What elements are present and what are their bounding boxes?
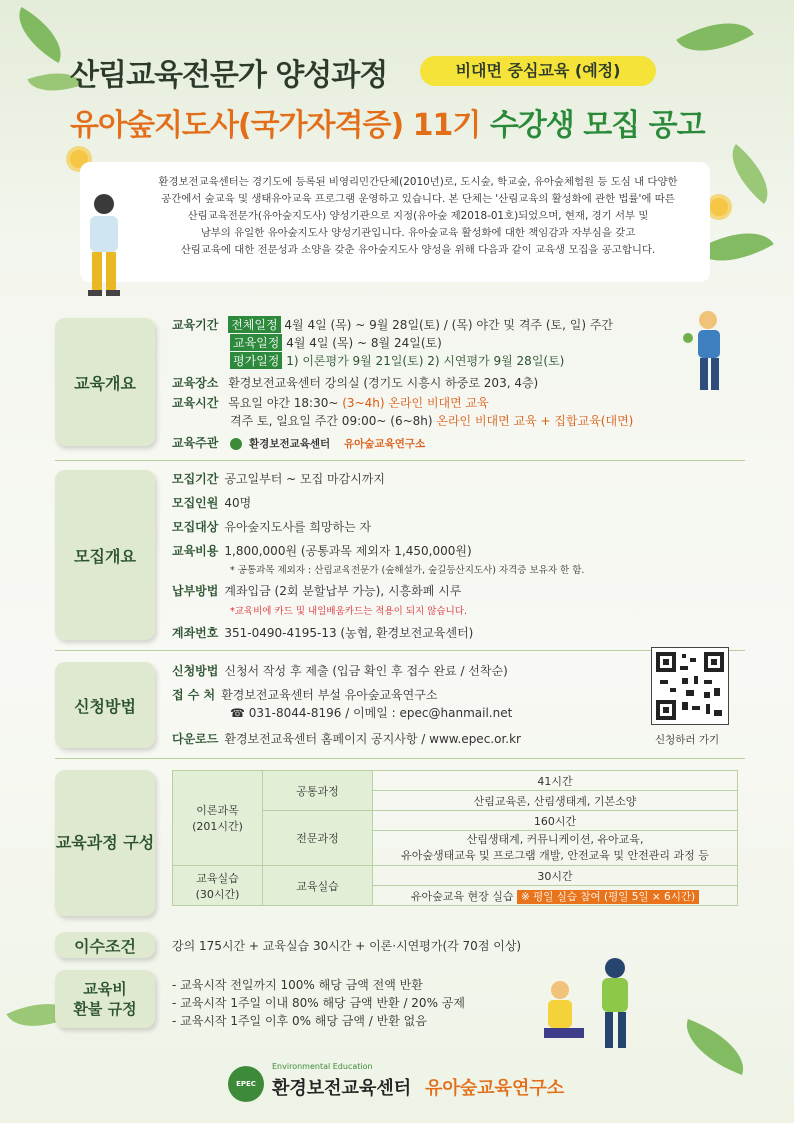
time-highlight: 온라인 비대면 교육 + 집합교육(대면): [436, 414, 634, 428]
period-text: 1) 이론평가 9월 21일(토) 2) 시연평가 9월 28일(토): [286, 354, 565, 368]
account-row: [172, 624, 473, 641]
recruit-text: 40명: [224, 496, 252, 510]
title-course: 유아숲지도사(국가자격증) 11기: [70, 108, 490, 143]
period-text: 4월 4일 (목) ~ 9월 28일(토) / (목) 야간 및 격주 (토, 일) 주간: [284, 318, 614, 332]
title-recruit: 수강생 모집 공고: [489, 108, 705, 143]
period-row: [230, 352, 564, 369]
time-row: [172, 394, 489, 411]
method-label: 신청방법: [172, 664, 219, 678]
intro-line: 공간에서 숲교육 및 생태유아교육 프로그램 운영하고 있습니다. 본 단체는 '산림교육의 활성화에 관한 법률'에 따른: [161, 193, 675, 205]
qr-caption: 신청하러 가기: [655, 734, 720, 746]
period-row: [230, 334, 442, 351]
place-label: 교육장소: [172, 376, 219, 390]
refund-item: - 교육시작 1주일 이내 80% 해당 금액 반환 / 20% 공제: [172, 996, 465, 1010]
practice-cell: 교육실습 (30시간): [173, 866, 263, 906]
download-row: [172, 730, 521, 747]
period-text: 4월 4일 (목) ~ 8월 24일(토): [286, 336, 442, 350]
title-line-2: [70, 100, 705, 144]
receipt-text: 환경보전교육센터 부설 유아숲교육연구소: [221, 688, 438, 702]
recruit-row: [172, 518, 371, 535]
completion-text: 강의 175시간 + 교육실습 30시간 + 이론·시연평가(각 70점 이상): [172, 939, 522, 953]
footer-org-center: 환경보전교육센터: [272, 1078, 412, 1099]
receipt-row: [172, 686, 437, 703]
place-row: [172, 374, 538, 391]
practice-text: 유아숲교육 현장 실습: [410, 889, 514, 903]
practice-detail-cell: [373, 886, 738, 906]
practice-highlight: ※ 평일 실습 참여 (평일 5일 × 6시간): [517, 890, 699, 904]
table-row: [173, 866, 738, 886]
method-text: 신청서 작성 후 제출 (입금 확인 후 접수 완료 / 선착순): [224, 664, 508, 678]
epec-logo-icon: [230, 438, 242, 450]
account-text: 351-0490-4195-13 (농협, 환경보전교육센터): [224, 626, 474, 640]
divider: [55, 460, 745, 461]
host-label: 교육주관: [172, 436, 219, 450]
logo-caption: Environmental Education: [272, 1062, 373, 1071]
children-illustration: [520, 950, 650, 1060]
qr-code-icon: [656, 652, 724, 720]
divider: [55, 650, 745, 651]
period-tag: 교육일정: [230, 334, 282, 351]
recruit-row: [172, 470, 385, 487]
theory-cell: 이론과목 (201시간): [173, 771, 263, 866]
recruit-label: 모집기간: [172, 472, 219, 486]
epec-logo-icon: EPEC: [228, 1066, 264, 1102]
time-row: [230, 412, 633, 429]
common-cell: 공통과정: [263, 771, 373, 811]
common-subjects-cell: 산림교육론, 산림생태계, 기본소양: [373, 791, 738, 811]
recruit-label: 모집대상: [172, 520, 219, 534]
flower-decoration: [710, 198, 728, 216]
boy-illustration: [676, 308, 736, 398]
period-row: [172, 316, 613, 333]
host-row: [172, 434, 425, 451]
section-overview: 교육개요: [55, 318, 155, 446]
contact-text: ☎ 031-8044-8196 / 이메일 : epec@hanmail.net: [230, 706, 513, 720]
major-hours-cell: 160시간: [373, 811, 738, 831]
intro-line: 남부의 유일한 유아숲지도사 양성기관입니다. 유아숲교육 활성화에 대한 책임감과 자부심을 갖고: [200, 227, 636, 239]
section-refund: 교육비 환불 규정: [55, 970, 155, 1028]
pay-text: 계좌입금 (2회 분할납부 가능), 시흥화폐 시루: [224, 584, 462, 598]
curriculum-table: [172, 770, 738, 906]
qr-code[interactable]: [652, 648, 728, 724]
woman-illustration: [68, 190, 138, 305]
recruit-text: 유아숲지도사를 희망하는 자: [224, 520, 372, 534]
host-institute: 유아숲교육연구소: [344, 438, 426, 450]
time-label: 교육시간: [172, 396, 219, 410]
period-tag: 평가일정: [230, 352, 282, 369]
practice-hours-cell: 30시간: [373, 866, 738, 886]
place-text: 환경보전교육센터 강의실 (경기도 시흥시 하중로 203, 4층): [228, 376, 539, 390]
fee-note: * 공통과목 제외자 : 산림교육전문가 (숲해설가, 숲길등산지도사) 자격증 보유자 한 함.: [230, 565, 585, 576]
pay-note: *교육비에 카드 및 내일배움카드는 적용이 되지 않습니다.: [230, 606, 467, 617]
intro-line: 산림교육에 대한 전문성과 소양을 갖춘 유아숲지도사 양성을 위해 다음과 같이 교육생 모집을 공고합니다.: [180, 244, 656, 256]
download-label: 다운로드: [172, 732, 219, 746]
footer-org-institute: 유아숲교육연구소: [425, 1078, 565, 1099]
section-curriculum: 교육과정 구성: [55, 770, 155, 916]
recruit-label: 교육비용: [172, 544, 219, 558]
time-text: 목요일 야간 18:30~: [228, 396, 343, 410]
title-line-1: 산림교육전문가 양성과정: [70, 58, 388, 93]
recruit-text: 공고일부터 ~ 모집 마감시까지: [224, 472, 385, 486]
recruit-row: [172, 542, 472, 559]
time-highlight: (3~4h) 온라인 비대면 교육: [342, 396, 489, 410]
pay-row: [172, 582, 461, 599]
online-badge: 비대면 중심교육 (예정): [420, 56, 656, 86]
download-link[interactable]: 환경보전교육센터 홈페이지 공지사항 / www.epec.or.kr: [224, 732, 521, 746]
time-text: 격주 토, 일요일 주간 09:00~ (6~8h): [230, 414, 437, 428]
account-label: 계좌번호: [172, 626, 219, 640]
intro-box: [80, 162, 710, 282]
footer: [0, 1060, 794, 1106]
receipt-label: 접 수 처: [172, 688, 216, 702]
method-row: [172, 662, 508, 679]
intro-line: 환경보전교육센터는 경기도에 등록된 비영리민간단체(2010년)로, 도시숲, 학교숲, 유아숲체험원 등 도심 내 다양한: [158, 176, 678, 188]
period-label: 교육기간: [172, 318, 219, 332]
common-hours-cell: 41시간: [373, 771, 738, 791]
major-subjects-cell: [373, 831, 738, 866]
major-cell: 전문과정: [263, 811, 373, 866]
major-subjects-line: 유아숲생태교육 및 프로그램 개발, 안전교육 및 안전관리 과정 등: [401, 849, 709, 862]
recruit-text: 1,800,000원 (공통과목 제외자 1,450,000원): [224, 544, 472, 558]
refund-item: - 교육시작 1주일 이후 0% 해당 금액 / 반환 없음: [172, 1014, 427, 1028]
major-subjects-line: 산림생태계, 커뮤니케이션, 유아교육,: [466, 833, 644, 846]
recruit-label: 모집인원: [172, 496, 219, 510]
table-row: [173, 771, 738, 791]
period-tag: 전체일정: [228, 316, 280, 333]
intro-line: 산림교육전문가(유아숲지도사) 양성기관으로 지정(유아숲 제2018-01호)되었으며, 현재, 경기 서부 및: [187, 210, 649, 222]
pay-label: 납부방법: [172, 584, 219, 598]
host-center: 환경보전교육센터: [249, 438, 331, 450]
section-completion: 이수조건: [55, 932, 155, 958]
practice-course-cell: 교육실습: [263, 866, 373, 906]
section-apply: 신청방법: [55, 662, 155, 748]
divider: [55, 758, 745, 759]
refund-item: - 교육시작 전일까지 100% 해당 금액 전액 반환: [172, 978, 423, 992]
section-recruit: 모집개요: [55, 470, 155, 640]
recruit-row: [172, 494, 251, 511]
